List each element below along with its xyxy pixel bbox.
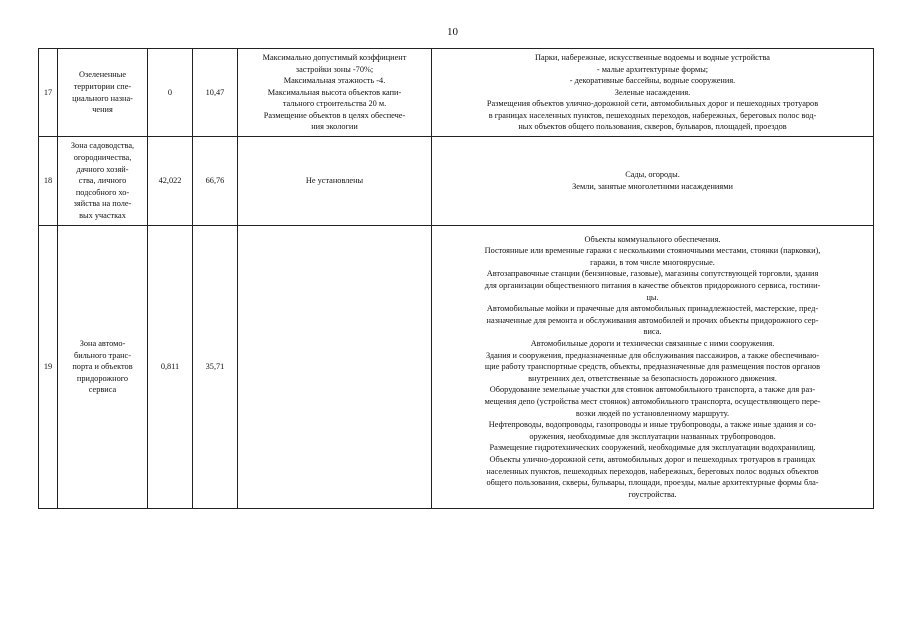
- text-line: населенных пунктов, пешеходных переходов, набережных, береговых полос водных объектов: [486, 466, 819, 476]
- permitted-uses-cell: [432, 226, 874, 509]
- row-number-cell: 18: [39, 137, 58, 226]
- text-line: Размещение гидротехнических сооружений, необходимые для эксплуатации водохранилищ.: [489, 443, 816, 453]
- text-line: застройки зоны -70%;: [295, 64, 374, 74]
- text-line: ния экологии: [311, 122, 358, 132]
- zone-name-cell: [58, 137, 148, 226]
- zone-area-share-cell: 10,47: [193, 49, 238, 137]
- text-line: Максимальная высота объектов капи-: [267, 87, 402, 97]
- text-line: вых участках: [79, 210, 126, 220]
- text-line: зяйства на поле-: [73, 199, 132, 209]
- zone-area-cell: 0,811: [148, 226, 193, 509]
- text-line: - малые архитектурные формы;: [596, 64, 709, 74]
- zones-table-body: [39, 49, 874, 509]
- text-line: Объекты коммунального обеспечения.: [584, 234, 721, 244]
- text-line: общего пользования, скверы, бульвары, площади, проезды, малые архитектурные формы бла-: [486, 478, 819, 488]
- page-number: 10: [447, 26, 458, 38]
- zone-name-cell: [58, 226, 148, 509]
- text-line: Размещения объектов улично-дорожной сети, автомобильных дорог и пешеходных тротуаров: [486, 99, 819, 109]
- text-line: Объекты улично-дорожной сети, автомобильных дорог и пешеходных тротуаров в границах: [489, 454, 816, 464]
- table-row: [39, 226, 874, 509]
- text-line: гаражи, в том числе многоярусные.: [590, 257, 715, 267]
- text-line: территории спе-: [73, 81, 132, 91]
- text-line: Не установлены: [305, 176, 364, 186]
- text-line: мещения депо (устройства мест стоянок) автомобильного транспорта, осуществляющего пере-: [484, 396, 821, 406]
- text-line: Зеленые насаждения.: [614, 87, 691, 97]
- text-line: виса.: [643, 327, 662, 337]
- text-line: цы.: [646, 292, 659, 302]
- zone-area-share-cell: 35,71: [193, 226, 238, 509]
- text-line: Парки, набережные, искусственные водоемы и водные устройства: [535, 52, 770, 62]
- text-line: придорожного: [76, 373, 129, 383]
- text-line: Земли, занятые многолетними насаждениями: [572, 182, 733, 191]
- row-number-cell: 19: [39, 226, 58, 509]
- text-line: возки людей по установленному маршруту.: [575, 408, 730, 418]
- zone-name-cell: [58, 49, 148, 137]
- text-line: Здания и сооружения, предназначенные для обслуживания пассажиров, а также обеспечиваю-: [485, 350, 820, 360]
- text-line: сервиса: [88, 385, 117, 395]
- zone-parameters-cell: [238, 226, 432, 509]
- text-line: тального строительства 20 м.: [282, 99, 387, 109]
- text-line: бильного транс-: [73, 350, 132, 360]
- table-row: [39, 137, 874, 226]
- text-line: Нефтепроводы, водопроводы, газопроводы и иные трубопроводы, а также иные здания и со-: [488, 420, 817, 430]
- text-line: оружения, необходимые для эксплуатации названных трубопроводов.: [529, 431, 776, 441]
- text-line: Постоянные или временные гаражи с несколькими стояночными местами, стоянки (парковки),: [484, 246, 821, 256]
- text-line: ных объектов общего пользования, скверов, бульваров, площадей, проездов: [518, 122, 787, 132]
- text-line: в границах населенных пунктов, пешеходных переходов, набережных, береговых полос вод-: [488, 110, 817, 120]
- text-line: щие работу транспортные средств, объекты, предназначенные для размещения постов органов: [484, 362, 821, 372]
- zone-area-cell: 0: [148, 49, 193, 137]
- text-line: для организации общественного питания в качестве объектов придорожного сервиса, гостини-: [484, 281, 821, 291]
- text-line: Автозаправочные станции (бензиновые, газовые), магазины сопутствующей торговли, здания: [486, 269, 819, 279]
- zone-parameters-cell: [238, 137, 432, 226]
- text-line: назначенные для ремонта и обслуживания автомобилей и прочих объекты придорожного сер-: [486, 315, 819, 325]
- text-line: гоустройства.: [628, 489, 677, 499]
- text-line: Озелененные: [78, 70, 127, 80]
- zone-area-cell: 42,022: [148, 137, 193, 226]
- text-line: дачного хозяй-: [76, 164, 129, 174]
- text-line: Размещение объектов в целях обеспече-: [263, 110, 406, 120]
- table-row: [39, 49, 874, 137]
- text-line: Автомобильные мойки и прачечные для автомобильных принадлежностей, мастерские, пред-: [486, 304, 819, 314]
- row-number-cell: 17: [39, 49, 58, 137]
- zones-table: [38, 48, 874, 509]
- text-line: Зона садоводства,: [70, 141, 135, 151]
- text-line: чения: [92, 105, 113, 115]
- text-line: порта и объектов: [72, 362, 133, 372]
- zone-parameters-cell: [238, 49, 432, 137]
- text-line: - декоративные бассейны, водные сооружения.: [569, 76, 736, 86]
- text-line: Оборудование земельные участки для стоянок автомобильного транспорта, а также для раз-: [489, 385, 816, 395]
- text-line: внутренних дел, ответственные за безопасность дорожного движения.: [528, 373, 777, 383]
- permitted-uses-cell: [432, 137, 874, 226]
- text-line: Автомобильные дороги и технически связанные с ними сооружения.: [530, 339, 775, 349]
- text-line: Максимально допустимый коэффициент: [262, 52, 407, 62]
- zone-area-share-cell: 66,76: [193, 137, 238, 226]
- text-line: циального назна-: [72, 93, 133, 103]
- text-line: Зона автомо-: [79, 339, 126, 349]
- text-line: подсобного хо-: [75, 187, 130, 197]
- text-line: огородничества,: [73, 153, 132, 163]
- text-line: Сады, огороды.: [625, 170, 680, 180]
- text-line: Максимальная этажность -4.: [283, 76, 386, 86]
- text-line: ства, личного: [78, 176, 127, 186]
- permitted-uses-cell: [432, 49, 874, 137]
